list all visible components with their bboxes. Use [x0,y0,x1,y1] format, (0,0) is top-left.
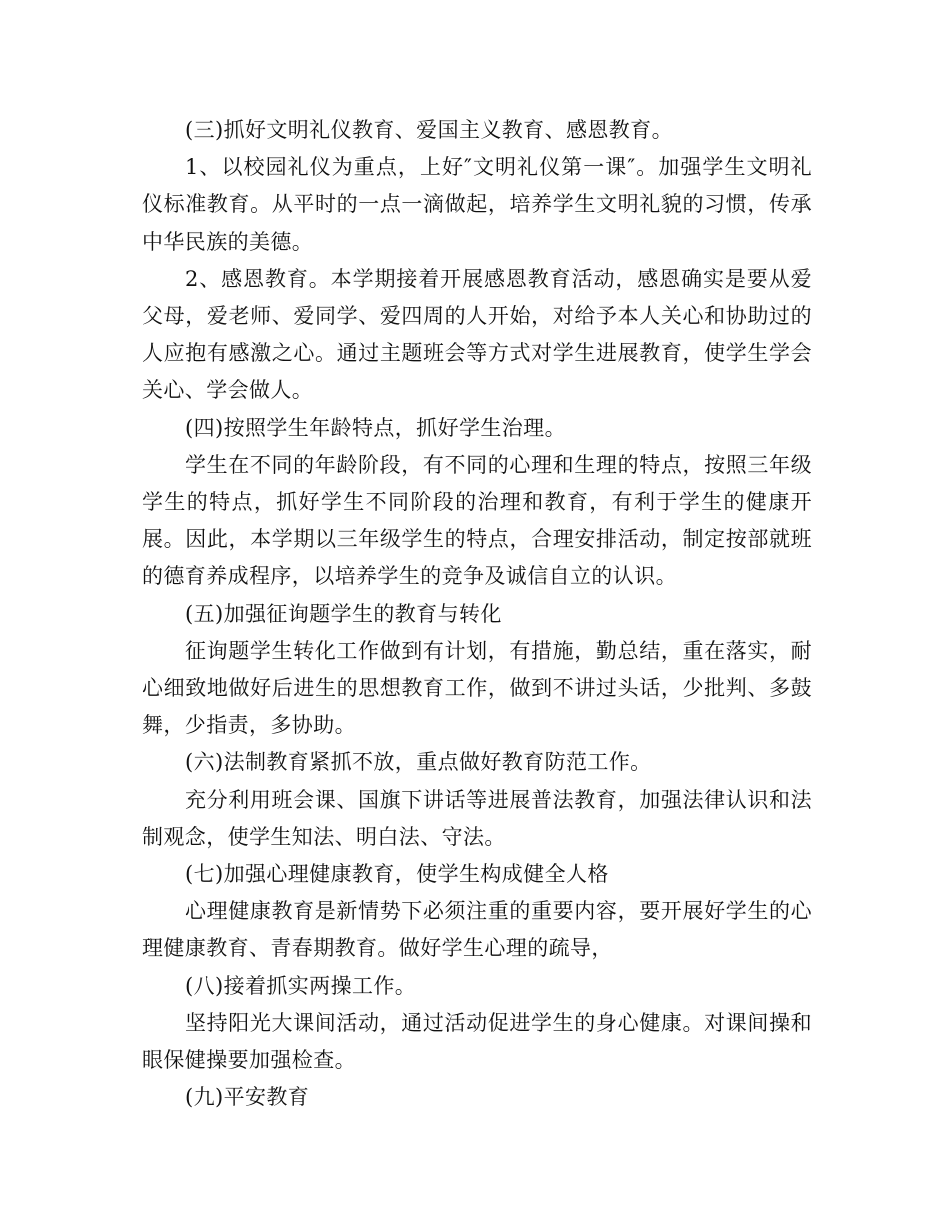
section-heading-3: (三)抓好文明礼仪教育、爱国主义教育、感恩教育。 [185,118,673,142]
paragraph-exercises: 坚持阳光大课间活动，通过活动促进学生的身心健康。对课间操和眼保健操要加强检查。 [142,1010,812,1073]
section-heading-6: (六)法制教育紧抓不放，重点做好教育防范工作。 [185,750,652,775]
document-body [142,112,812,1116]
paragraph-gratitude: 2、感恩教育。本学期接着开展感恩教育活动，感恩确实是要从爱父母，爱老师、爱同学、爱四周的人开始，对给予本人关心和协助过的人应抱有感激之心。通过主题班会等方式对学生进展教育，使学生学会关心、学会做人。 [142,266,812,403]
section-heading-8: (八)接着抓实两操工作。 [185,973,417,998]
section-heading-7: (七)加强心理健康教育，使学生构成健全人格 [185,862,609,887]
section-heading-9: (九)平安教育 [185,1085,310,1110]
paragraph-legal-education: 充分利用班会课、国旗下讲话等进展普法教育，加强法律认识和法制观念，使学生知法、明白法、守法。 [142,787,812,849]
section-heading-5: (五)加强征询题学生的教育与转化 [185,601,502,626]
paragraph-etiquette: 1、以校园礼仪为重点，上好″文明礼仪第一课″。加强学生文明礼仪标准教育。从平时的一点一滴做起，培养学生文明礼貌的习惯，传承中华民族的美德。 [142,155,812,254]
section-heading-4: (四)按照学生年龄特点，抓好学生治理。 [185,415,566,440]
paragraph-student-transformation: 征询题学生转化工作做到有计划，有措施，勤总结，重在落实，耐心细致地做好后进生的思想教育工作，做到不讲过头话，少批判、多鼓舞，少指责，多协助。 [142,638,812,738]
paragraph-mental-health: 心理健康教育是新情势下必须注重的重要内容，要开展好学生的心理健康教育、青春期教育。做好学生心理的疏导， [142,899,812,961]
paragraph-age-management: 学生在不同的年龄阶段，有不同的心理和生理的特点，按照三年级学生的特点，抓好学生不同阶段的治理和教育，有利于学生的健康开展。因此，本学期以三年级学生的特点，合理安排活动，制定按部就班的德育养成程序，以培养学生的竞争及诚信自立的认识。 [142,452,812,589]
